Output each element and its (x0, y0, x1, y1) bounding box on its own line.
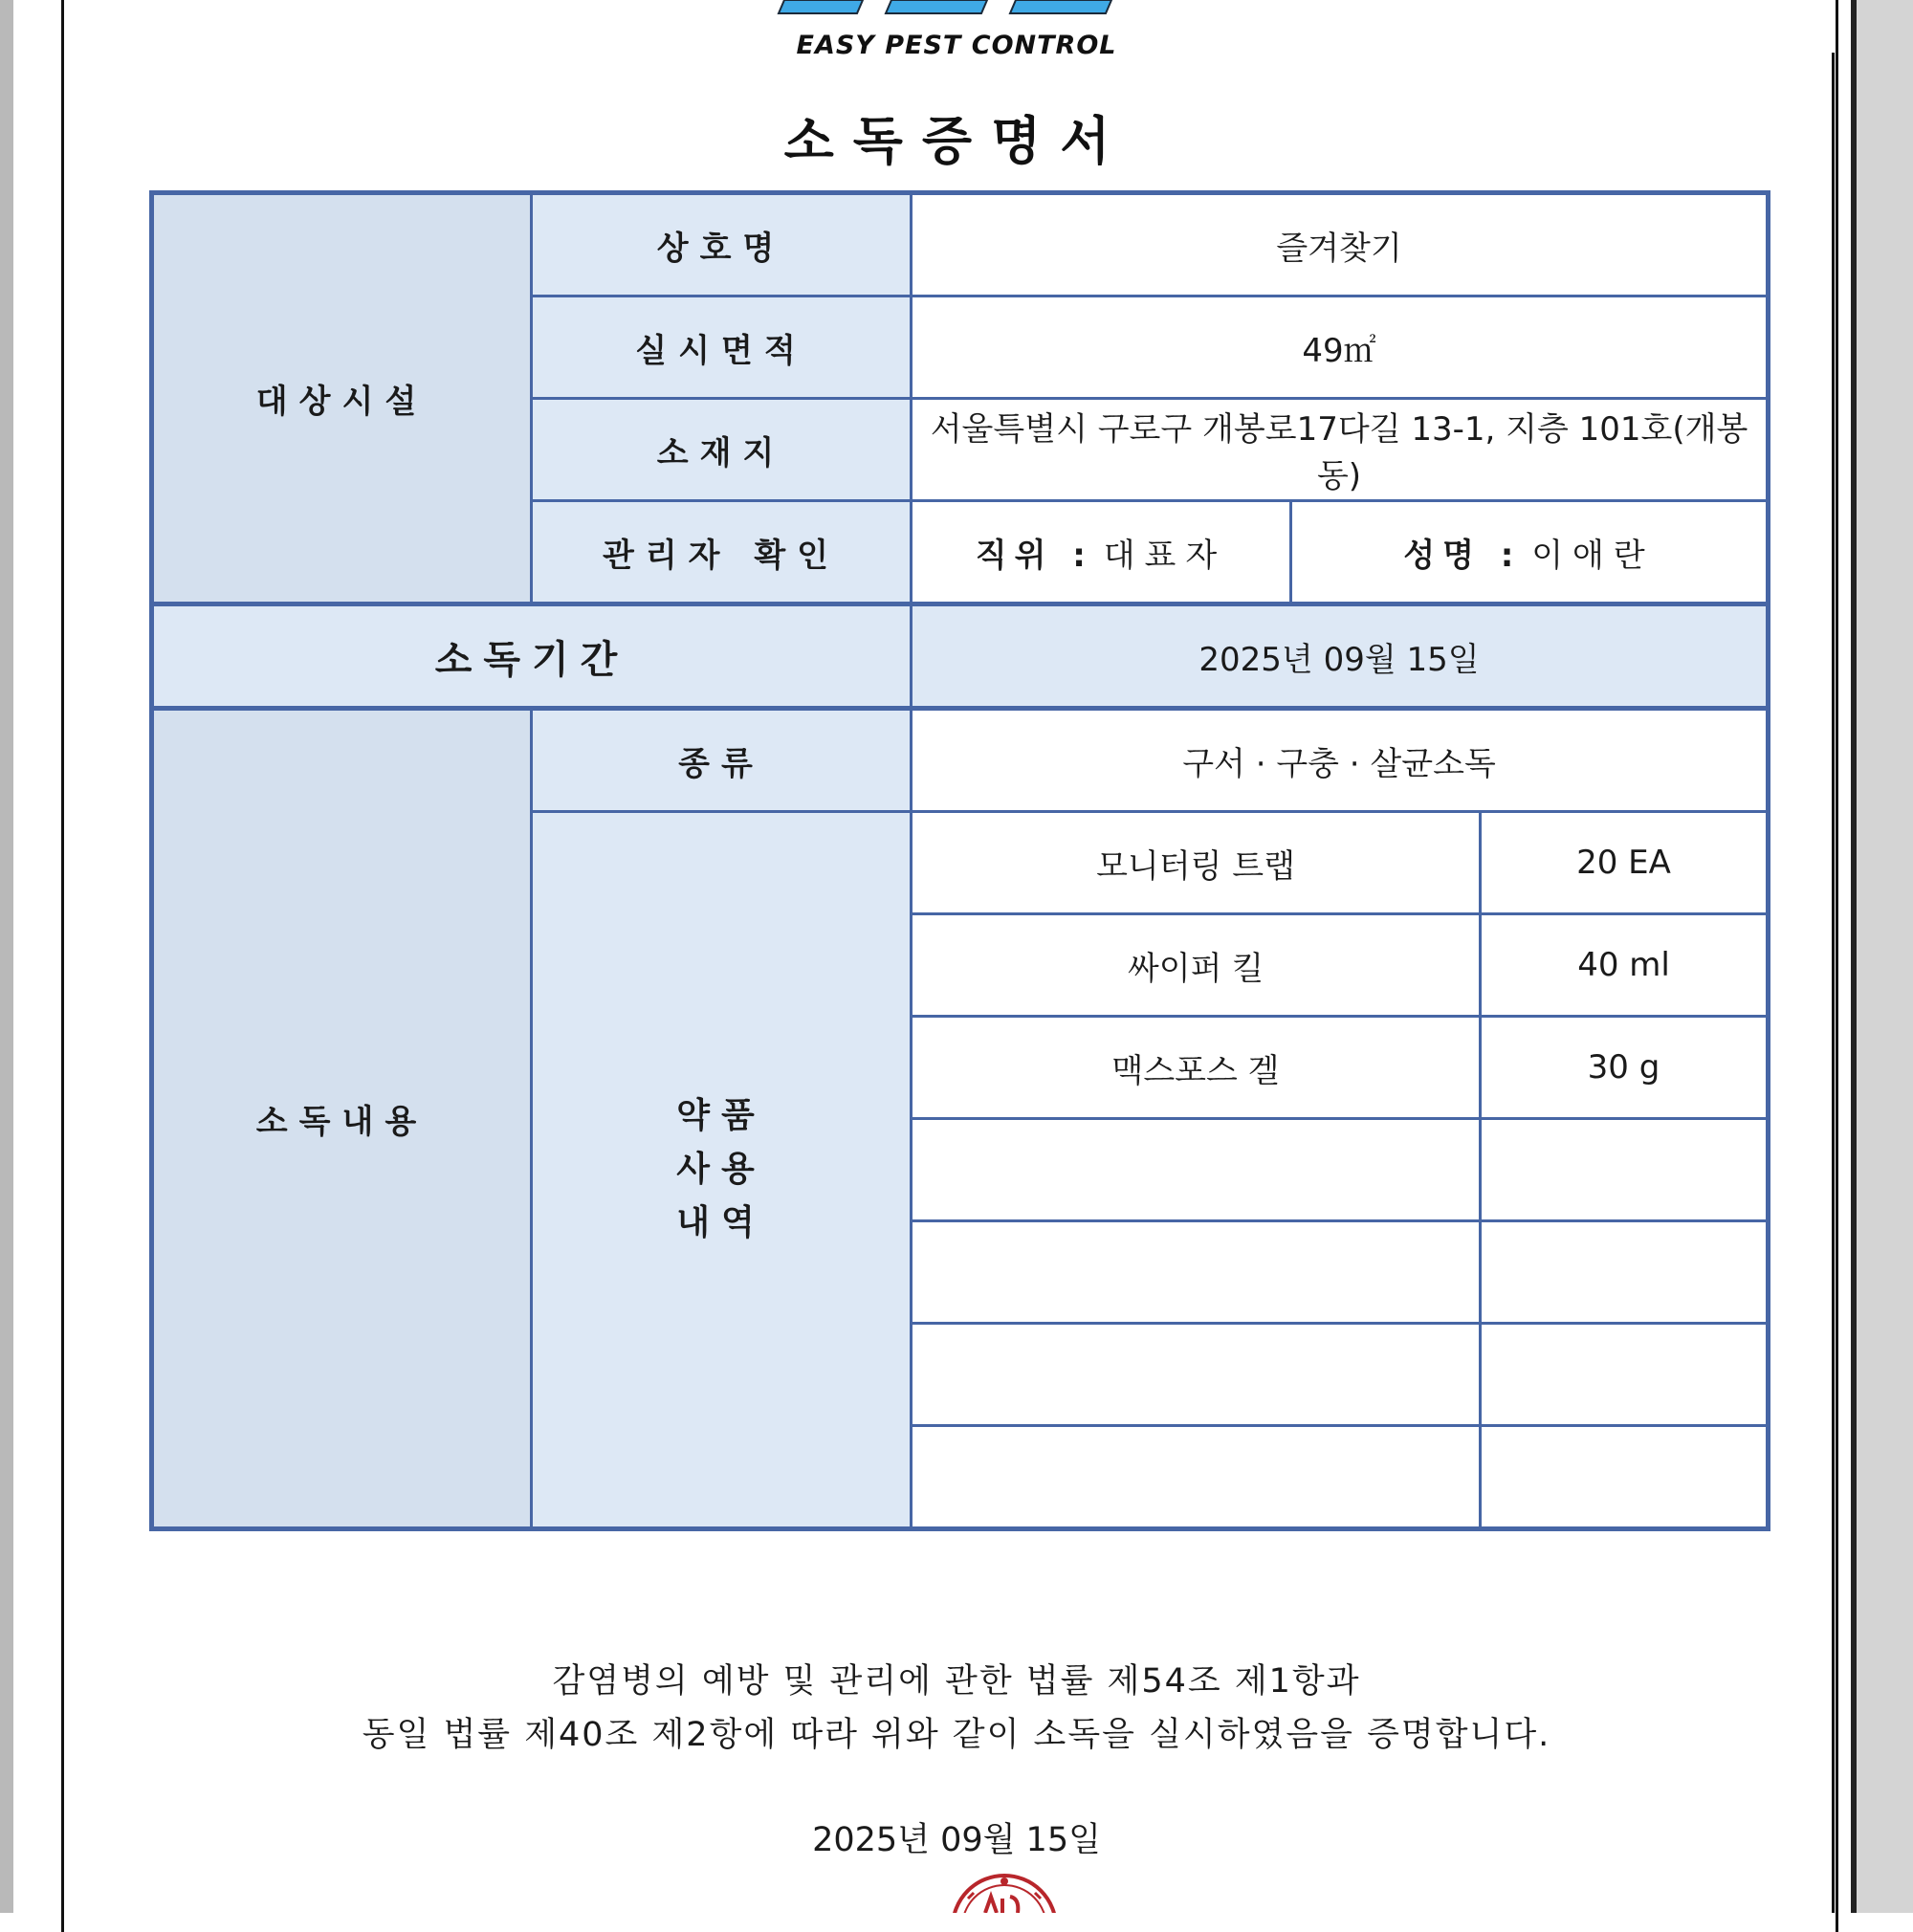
chemical-name (912, 1324, 1481, 1426)
viewer-scroll-area (1857, 0, 1913, 1913)
document-title: 소독증명서 (783, 111, 1130, 171)
type-label: 종류 (532, 709, 912, 812)
chemical-amount (1481, 1221, 1769, 1324)
area-label: 실시면적 (532, 296, 912, 399)
type-value: 구서 · 구충 · 살균소독 (912, 709, 1769, 812)
chemical-amount: 20 EA (1481, 812, 1769, 914)
period-value: 2025년 09월 15일 (912, 604, 1769, 709)
name-value: 이애란 (1531, 536, 1655, 575)
brand-logo-mark (777, 0, 1121, 15)
business-name-label: 상호명 (532, 193, 912, 296)
chemical-amount: 30 g (1481, 1017, 1769, 1119)
certificate-table (149, 190, 1770, 1531)
issue-date: 2025년 09월 15일 (812, 1821, 1101, 1859)
position-key: 직위 : (975, 536, 1093, 575)
manager-name-cell (1291, 501, 1769, 604)
official-seal-icon (947, 1870, 1062, 1913)
chemicals-label-line: 내역 (676, 1203, 766, 1242)
chemicals-label-line: 약품 (676, 1096, 766, 1135)
chemicals-label (532, 812, 912, 1529)
statement-line: 감염병의 예방 및 관리에 관한 법률 제54조 제1항과 (552, 1662, 1361, 1701)
chemical-name (912, 1119, 1481, 1221)
chemicals-label-line: 사용 (676, 1150, 766, 1189)
manager-label: 관리자 확인 (532, 501, 912, 604)
chemical-name: 모니터링 트랩 (912, 812, 1481, 914)
name-key: 성명 : (1403, 536, 1522, 575)
page-edge-right-inner (1832, 53, 1835, 1913)
chemical-name: 싸이퍼 킬 (912, 914, 1481, 1017)
certification-statement (191, 1655, 1722, 1762)
area-value: 49㎡ (912, 296, 1769, 399)
brand-logo-text: EASY PEST CONTROL (796, 31, 1117, 60)
row-type (152, 709, 1769, 812)
statement-line: 동일 법률 제40조 제2항에 따라 위와 같이 소독을 실시하였음을 증명합니다. (362, 1716, 1551, 1754)
chemical-name: 맥스포스 겔 (912, 1017, 1481, 1119)
facility-section-label: 대상시설 (152, 193, 532, 604)
page-edge-left (0, 0, 13, 1913)
chemical-amount: 40 ml (1481, 914, 1769, 1017)
position-value: 대표자 (1103, 536, 1227, 575)
chemical-amount (1481, 1119, 1769, 1221)
period-label: 소독기간 (152, 604, 912, 709)
content-section-label: 소독내용 (152, 709, 532, 1529)
row-business-name (152, 193, 1769, 296)
row-period (152, 604, 1769, 709)
manager-position-cell (912, 501, 1291, 604)
chemical-name (912, 1426, 1481, 1529)
location-label: 소재지 (532, 399, 912, 501)
business-name-value: 즐겨찾기 (912, 193, 1769, 296)
chemical-name (912, 1221, 1481, 1324)
chemical-amount (1481, 1426, 1769, 1529)
location-value: 서울특별시 구로구 개봉로17다길 13-1, 지층 101호(개봉동) (912, 399, 1769, 501)
chemical-amount (1481, 1324, 1769, 1426)
